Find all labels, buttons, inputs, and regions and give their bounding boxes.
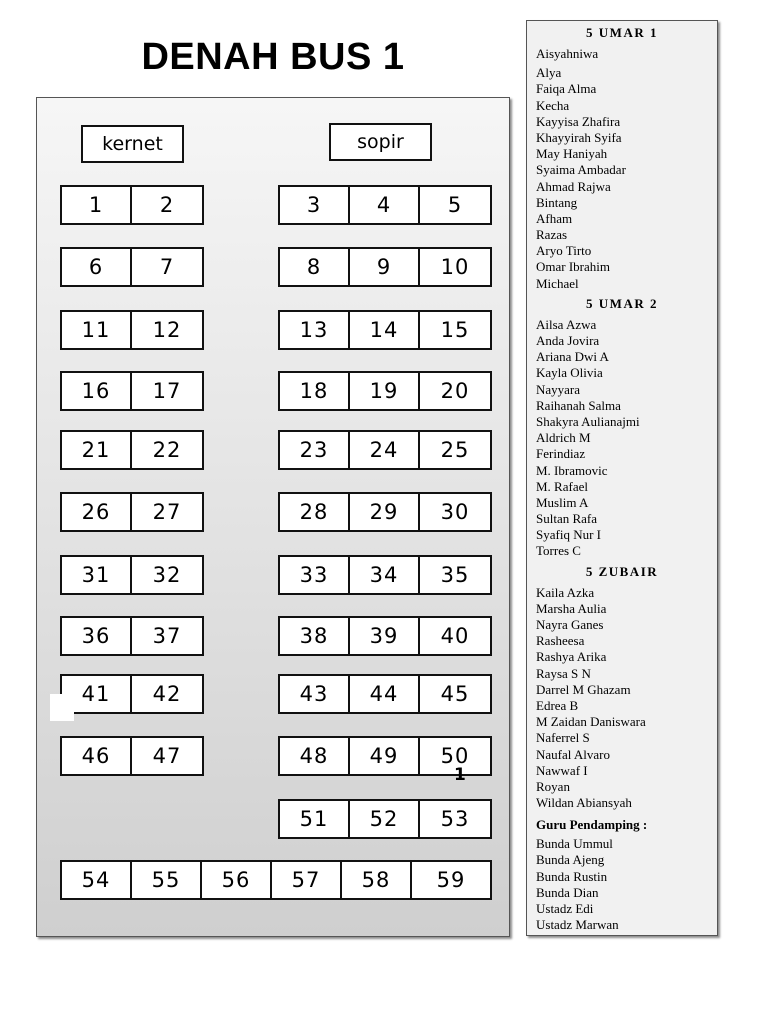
seat-group-right	[278, 247, 492, 287]
seat[interactable]: 36	[62, 618, 132, 654]
seat-group-right	[278, 430, 492, 470]
list-item: M Zaidan Daniswara	[536, 714, 646, 730]
list-item: Syaima Ambadar	[536, 162, 626, 178]
seat-group-left	[60, 616, 204, 656]
list-item: Ailsa Azwa	[536, 316, 597, 332]
seat[interactable]: 8	[280, 249, 350, 285]
seat[interactable]: 1	[62, 187, 132, 223]
list-item: Ustadz Edi	[536, 901, 594, 916]
list-item: Anda Jovira	[536, 333, 600, 348]
seat[interactable]: 44	[350, 676, 420, 712]
list-item: Bunda Ummul	[536, 836, 613, 852]
list-item: Edrea B	[536, 697, 579, 713]
list-item: Bintang	[536, 194, 578, 210]
seat[interactable]: 41	[62, 676, 132, 712]
seat[interactable]: 4	[350, 187, 420, 223]
list-item: Sultan Rafa	[536, 511, 598, 527]
seat-group-right	[278, 310, 492, 350]
seat[interactable]: 2	[159, 193, 175, 217]
group-title: 5 UMAR 1	[586, 25, 658, 40]
list-item: Marsha Aulia	[536, 600, 607, 616]
seat[interactable]: 18	[280, 373, 350, 409]
seat[interactable]: 40	[440, 624, 470, 648]
list-item: Aldrich M	[536, 430, 591, 446]
list-item: Royan	[536, 778, 570, 794]
list-item: Alya	[536, 65, 562, 81]
seat[interactable]: 3	[280, 187, 350, 223]
list-item: Aisyahniwa	[536, 46, 599, 61]
seat[interactable]: 43	[280, 676, 350, 712]
seat-group-left	[60, 247, 204, 287]
seat[interactable]: 39	[350, 618, 420, 654]
list-item: Raysa S N	[536, 665, 591, 681]
seat[interactable]: 9	[350, 249, 420, 285]
seat[interactable]: 34	[350, 557, 420, 593]
list-item: Bunda Rustin	[536, 868, 608, 884]
seat-group-left	[60, 310, 204, 350]
list-item: Darrel M Ghazam	[536, 681, 631, 697]
seat[interactable]: 30	[440, 500, 470, 524]
list-item: Raihanah Salma	[536, 397, 621, 413]
kernet-label: kernet	[81, 125, 184, 163]
list-item: Nayra Ganes	[536, 617, 604, 632]
list-item: May Haniyah	[536, 146, 608, 162]
seat[interactable]: 6	[62, 249, 132, 285]
list-item: Rasheesa	[536, 633, 585, 649]
seat[interactable]: 21	[62, 432, 132, 468]
list-item: Ferindiaz	[536, 446, 586, 462]
list-item: Nawwaf I	[536, 762, 588, 778]
seat[interactable]: 52	[350, 801, 420, 837]
seat[interactable]: 42	[152, 682, 182, 706]
seat[interactable]: 45	[440, 682, 470, 706]
seat-group-right	[278, 674, 492, 714]
seat-group-right	[278, 616, 492, 656]
group-title: 5 UMAR 2	[586, 295, 658, 311]
seat[interactable]: 31	[62, 557, 132, 593]
seat[interactable]: 17	[152, 379, 182, 403]
list-item: Wildan Abiansyah	[536, 795, 632, 811]
seat[interactable]: 26	[62, 494, 132, 530]
seat[interactable]: 5	[447, 193, 463, 217]
group-title: 5 ZUBAIR	[585, 563, 659, 579]
seat[interactable]: 25	[440, 438, 470, 462]
seat-group-right	[278, 555, 492, 595]
list-item: Bunda Ajeng	[536, 852, 605, 868]
list-item: Ariana Dwi A	[536, 349, 609, 365]
seat[interactable]: 20	[440, 379, 470, 403]
seat[interactable]: 13	[280, 312, 350, 348]
seat-group-right	[278, 185, 492, 225]
seat[interactable]: 12	[152, 318, 182, 342]
seat[interactable]: 47	[152, 744, 182, 768]
seat[interactable]: 28	[280, 494, 350, 530]
seat-group-left	[60, 371, 204, 411]
list-item: M. Ibramovic	[536, 462, 608, 478]
seat[interactable]: 19	[350, 373, 420, 409]
seat[interactable]: 56	[202, 862, 272, 898]
seat[interactable]: 48	[280, 738, 350, 774]
seat-group-right	[278, 492, 492, 532]
list-item: Razas	[536, 227, 568, 243]
seat[interactable]: 57	[272, 862, 342, 898]
seat[interactable]: 33	[280, 557, 350, 593]
seat[interactable]: 16	[62, 373, 132, 409]
list-item: Khayyirah Syifa	[536, 129, 622, 145]
guru-title: Guru Pendamping :	[536, 817, 648, 833]
seat[interactable]: 32	[152, 563, 182, 587]
extra-mark: 1	[454, 765, 466, 785]
sopir-label: sopir	[329, 123, 432, 161]
list-item: Aryo Tirto	[536, 243, 592, 259]
seat[interactable]: 11	[62, 312, 132, 348]
seat[interactable]: 27	[152, 500, 182, 524]
list-item: Nayyara	[536, 381, 581, 397]
seat[interactable]: 7	[159, 255, 175, 279]
white-patch	[50, 694, 74, 721]
seat[interactable]: 29	[350, 494, 420, 530]
list-item: Shakyra Aulianajmi	[536, 413, 640, 429]
seat[interactable]: 58	[342, 862, 412, 898]
seat-group-left	[60, 185, 204, 225]
list-item: Omar Ibrahim	[536, 259, 611, 275]
list-item: Kayla Olivia	[536, 365, 603, 381]
list-item: Syafiq Nur I	[536, 527, 601, 543]
seat[interactable]: 10	[440, 255, 470, 279]
seat[interactable]: 51	[280, 801, 350, 837]
seat[interactable]: 37	[152, 624, 182, 648]
seat-group-left	[60, 492, 204, 532]
list-item: Ustadz Marwan	[536, 917, 619, 933]
seat-group-right	[278, 371, 492, 411]
seat[interactable]: 23	[280, 432, 350, 468]
seat[interactable]: 46	[62, 738, 132, 774]
seat[interactable]: 59	[436, 868, 466, 892]
list-item: Naufal Alvaro	[536, 746, 611, 762]
list-item: Kaila Azka	[536, 584, 595, 600]
seat[interactable]: 55	[132, 862, 202, 898]
seat[interactable]: 53	[440, 807, 470, 831]
list-item: Muslim A	[536, 494, 589, 510]
passenger-list	[526, 20, 718, 936]
list-item: Naferrel S	[536, 730, 590, 746]
seat[interactable]: 22	[152, 438, 182, 462]
seat[interactable]: 24	[350, 432, 420, 468]
seat[interactable]: 14	[350, 312, 420, 348]
seat[interactable]: 49	[350, 738, 420, 774]
seat-group-left	[60, 736, 204, 776]
list-item: Ahmad Rajwa	[536, 178, 611, 194]
seat-group-left	[60, 674, 204, 714]
list-item: Rashya Arika	[536, 649, 607, 665]
list-item: Afham	[536, 210, 573, 226]
seat[interactable]: 15	[440, 318, 470, 342]
list-item: Kecha	[536, 97, 570, 113]
seat-group-left	[60, 555, 204, 595]
list-item: Michael	[536, 275, 579, 291]
seat-group-right	[278, 799, 492, 839]
seat[interactable]: 54	[62, 862, 132, 898]
seat[interactable]: 50	[440, 744, 470, 768]
list-item: Torres C	[536, 543, 581, 559]
list-item: Bunda Dian	[536, 884, 599, 900]
list-item: Kayyisa Zhafira	[536, 113, 621, 129]
seat-group-back	[60, 860, 492, 900]
page-title: DENAH BUS 1	[141, 36, 405, 78]
seat-group-left	[60, 430, 204, 470]
list-item: M. Rafael	[536, 478, 588, 494]
seat[interactable]: 38	[280, 618, 350, 654]
list-item: Faiqa Alma	[536, 81, 597, 97]
seat[interactable]: 35	[440, 563, 470, 587]
